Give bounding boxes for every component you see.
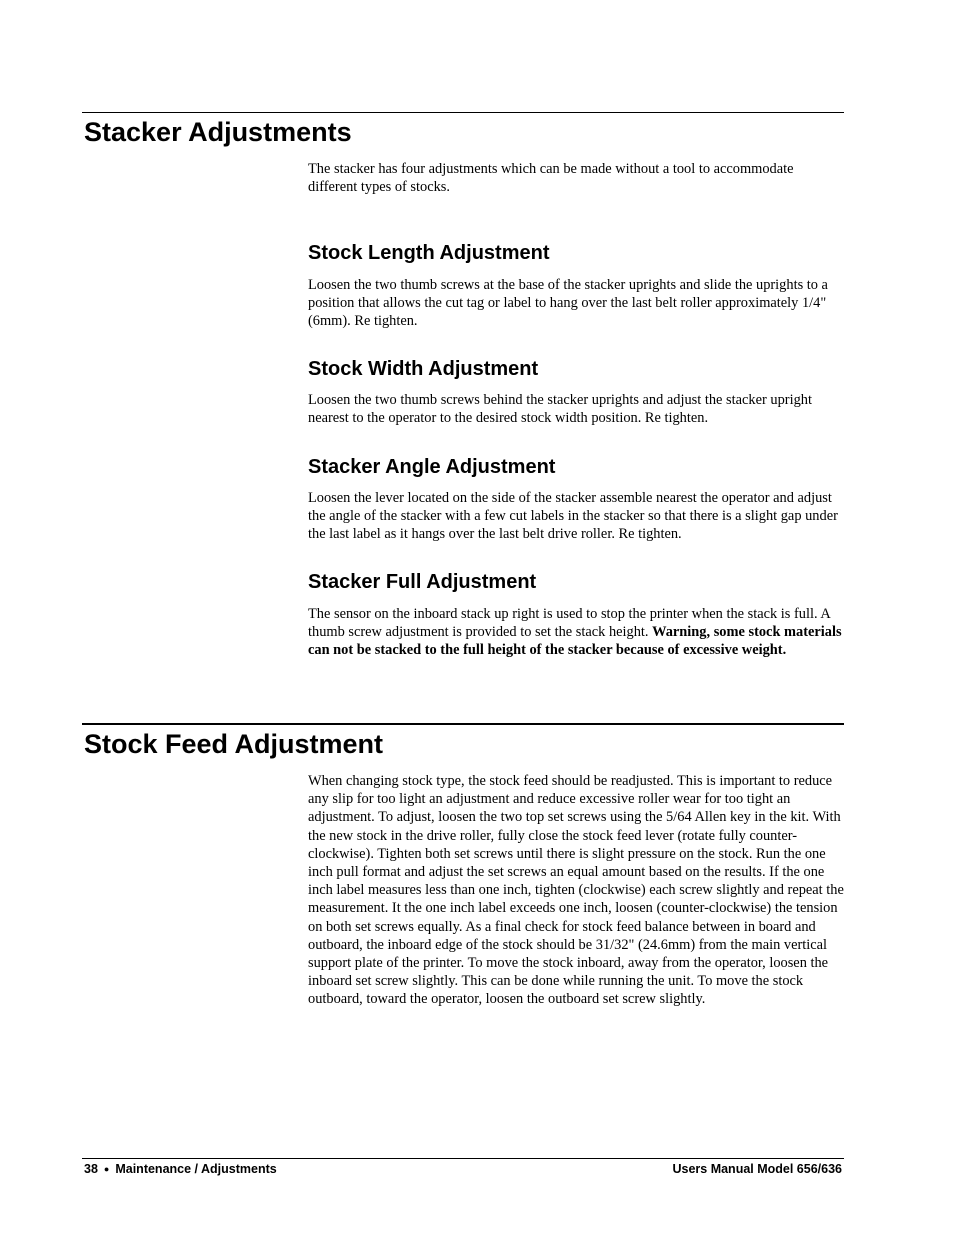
stock-length-paragraph: Loosen the two thumb screws at the base of the stacker uprights and slide the uprights to a position that allows the cut tag or label to hang over the last belt roller approximately 1/4" (6mm). Re tighten. — [308, 277, 828, 330]
section-rule-stock-feed — [82, 723, 844, 725]
subsection-title-stacker-full: Stacker Full Adjustment — [308, 571, 537, 593]
subsection-title-stock-length: Stock Length Adjustment — [308, 242, 550, 264]
stacker-full-paragraph — [308, 605, 844, 660]
section-title-stock-feed-adjustment: Stock Feed Adjustment — [84, 729, 384, 759]
footer-section-name: Maintenance / Adjustments — [115, 1162, 277, 1176]
page-footer — [84, 1162, 842, 1176]
section-title-stacker-adjustments: Stacker Adjustments — [84, 117, 352, 147]
section-rule-top — [82, 112, 844, 113]
stock-feed-paragraph: When changing stock type, the stock feed should be readjusted. This is important to reduce any slip for too light an adjustment and reduce excessive roller wear for too tight an adjustment. To adjust, loosen the two top set screws using the 5/64 Allen key in the kit. With the new stock in the drive roller, fully close the stock feed lever (rotate fully counter-clockwise). Tighten both set screws until there is slight pressure on the stock. Run the one inch pull format and adjust the set screws an equal amount based on the results. If the one inch label measures less than one inch, tighten (clockwise) each screw slightly and repeat the measurement. It the one inch label exceeds one inch, loosen (counter-clockwise) the tension on both set screws equally. As a final check for stock feed balance between in board and outboard, the inboard edge of the stock should be 31/32" (24.6mm) from the main vertical support plate of the printer. To move the stock inboard, away from the operator, loosen the inboard set screw slightly. This can be done while running the unit. To move the stock outboard, toward the operator, loosen the outboard set screw slightly. — [308, 773, 844, 1008]
footer-manual-title: Users Manual Model 656/636 — [672, 1162, 842, 1176]
stacker-intro-paragraph: The stacker has four adjustments which can be made without a tool to accommodate different types of stocks. — [308, 161, 794, 196]
stock-width-paragraph: Loosen the two thumb screws behind the stacker uprights and adjust the stacker upright nearest to the operator to the desired stock width position. Re tighten. — [308, 392, 812, 427]
bullet-icon: ● — [103, 1164, 110, 1174]
footer-rule — [82, 1158, 844, 1159]
footer-left — [84, 1162, 277, 1176]
stacker-full-text: The sensor on the inboard stack up right is used to stop the printer when the stack is full. A thumb screw adjustment is provided to set the stack height. — [308, 606, 830, 641]
page-number: 38 — [84, 1162, 98, 1176]
stacker-full-warning: Warning, some stock materials can not be stacked to the full height of the stacker because of excessive weight. — [308, 624, 842, 659]
subsection-title-stacker-angle: Stacker Angle Adjustment — [308, 456, 556, 478]
stacker-angle-paragraph: Loosen the lever located on the side of the stacker assemble nearest the operator and adjust the angle of the stacker with a few cut labels in the stacker so that there is a slight gap under the last label as it hangs over the last belt drive roller. Re tighten. — [308, 490, 838, 543]
subsection-title-stock-width: Stock Width Adjustment — [308, 358, 539, 380]
